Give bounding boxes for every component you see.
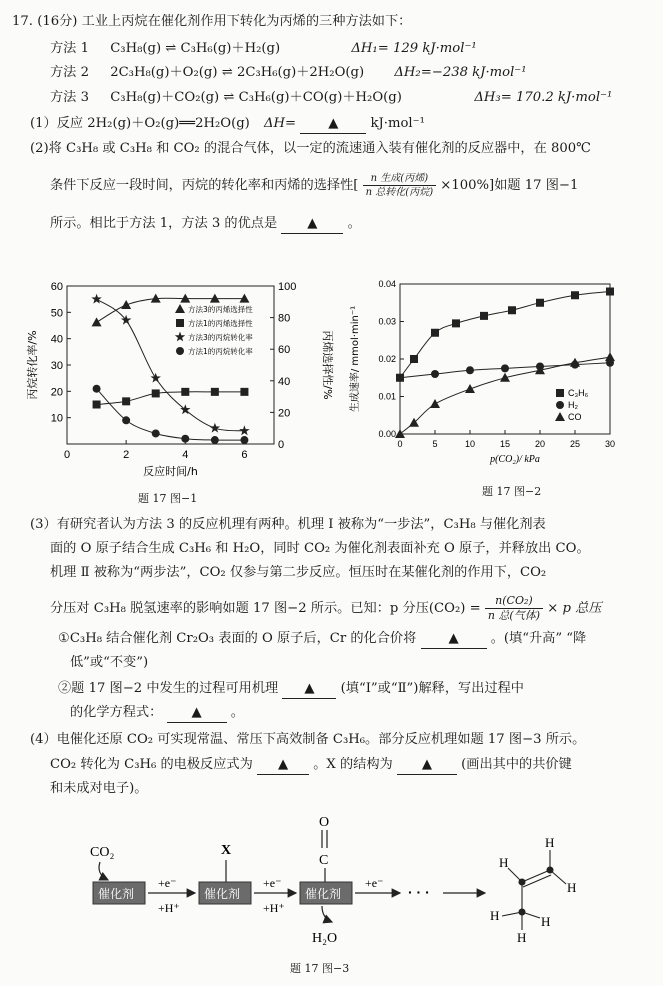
- data-point: [121, 300, 131, 309]
- y2-tick-label: 100: [278, 281, 297, 293]
- part-4-line-3: 和未成对电子)。: [50, 781, 148, 796]
- question-score: (16分): [37, 14, 78, 29]
- h2o-release-arrow: [322, 906, 332, 922]
- proton-label-2: +H⁺: [263, 901, 285, 915]
- data-point: [92, 317, 102, 326]
- co2-adsorb-arrow: [99, 862, 108, 880]
- electron-label-2: +e⁻: [263, 876, 282, 890]
- method-label: 方法 2: [50, 65, 89, 80]
- legend-marker: [556, 389, 564, 397]
- fraction-denominator: n 总(气体): [487, 609, 541, 622]
- data-point: [91, 294, 102, 304]
- data-point: [606, 288, 614, 296]
- y2-tick-label: 80: [278, 312, 291, 325]
- part-3-line-1: (3）有研究者认为方法 3 的反应机理有两种。机理 Ⅰ 被称为“一步法”，C₃H₈ 与催化剂表: [30, 517, 546, 532]
- data-point: [122, 416, 130, 424]
- question-header: [12, 13, 411, 31]
- catalyst-label-3: 催化剂: [305, 887, 342, 901]
- period: 。: [347, 216, 361, 231]
- y-tick-label: 0.02: [378, 354, 396, 364]
- data-point: [536, 299, 544, 307]
- part-4-text-a: CO₂ 转化为 C₃H₆ 的电极反应式为: [50, 757, 253, 772]
- selectivity-fraction: [363, 172, 436, 199]
- propene-structure: [502, 850, 566, 930]
- figure-1: [22, 276, 342, 481]
- data-point: [605, 352, 615, 361]
- method-equation: C₃H₈(g)＋CO₂(g) ⇌ C₃H₆(g)＋CO(g)＋H₂O(g): [110, 90, 402, 105]
- legend-marker: [175, 304, 185, 313]
- method-1: [50, 40, 477, 58]
- legend-label: 方法3的丙烯选择性: [188, 305, 253, 314]
- part-1: [30, 115, 425, 134]
- x-tick-label: 2: [123, 449, 130, 461]
- data-point: [410, 355, 418, 363]
- method-label: 方法 1: [50, 41, 89, 56]
- part-4-line-1: (4）电催化还原 CO₂ 可实现常温、常压下高效制备 C₃H₆。部分反应机理如题 17 图−3 所示。: [30, 732, 586, 747]
- method-enthalpy: ΔH₃= 170.2 kJ·mol⁻¹: [474, 90, 613, 105]
- ch-bond: [502, 912, 522, 916]
- y2-tick-label: 0: [278, 439, 285, 451]
- electron-label-3: +e⁻: [365, 876, 384, 890]
- h-atom: H: [517, 930, 527, 945]
- h-atom: H: [541, 914, 551, 929]
- part-3-q2: [58, 680, 524, 699]
- part-3-q2-eq-label: 的化学方程式：: [70, 705, 163, 720]
- figure-2-caption: 题 17 图−2: [482, 485, 542, 498]
- part-2-line-2: [50, 172, 578, 199]
- answer-blank-5[interactable]: ▲: [167, 704, 227, 723]
- data-point: [466, 366, 474, 374]
- data-point: [181, 435, 189, 443]
- method-equation: 2C₃H₈(g)＋O₂(g) ⇌ 2C₃H₆(g)＋2H₂O(g): [110, 65, 365, 80]
- data-point: [151, 373, 161, 383]
- answer-blank-3[interactable]: ▲: [421, 630, 487, 649]
- answer-blank-7[interactable]: ▲: [397, 756, 457, 775]
- h-atom: H: [499, 855, 509, 870]
- figure-2-chart: [342, 272, 624, 477]
- figure-1-chart: [22, 276, 342, 481]
- y-tick-label: 50: [50, 307, 63, 320]
- part-1-reaction: (1）反应 2H₂(g)＋O₂(g)══2H₂O(g): [30, 116, 250, 131]
- data-point: [508, 306, 516, 314]
- figure-3-caption: 题 17 图−3: [290, 962, 350, 975]
- ch-bond: [508, 868, 522, 882]
- part-3-q1-cont: 低”或“不变”): [70, 655, 149, 670]
- x-tick-label: 0: [397, 439, 403, 449]
- answer-blank-4[interactable]: ▲: [282, 680, 336, 699]
- x-tick-label: 30: [604, 439, 616, 449]
- part-2-text-c: 所示。相比于方法 1，方法 3 的优点是: [50, 216, 278, 231]
- part-3-line-4: [50, 594, 601, 623]
- part-3-text-b: × p 总压: [547, 601, 602, 616]
- part-1-dh: ΔH=: [264, 116, 297, 131]
- x-tick-label: 15: [499, 439, 511, 449]
- legend-marker: [175, 332, 185, 342]
- ch-bond: [522, 912, 540, 918]
- ch-bond: [550, 870, 566, 884]
- part-4-text-c: (画出其中的共价键: [461, 757, 572, 772]
- part-3-line-2: 面的 O 原子结合生成 C₃H₆ 和 H₂O，同时 CO₂ 为催化剂表面补充 O 原子，并释放出 CO。: [50, 541, 590, 556]
- y-tick-label: 30: [50, 360, 63, 372]
- data-point: [240, 388, 248, 396]
- part-3-line-3: 机理 Ⅱ 被称为“两步法”，CO₂ 仅参与第二步反应。恒压时在某催化剂的作用下，CO₂: [50, 565, 547, 580]
- x-tick-label: 5: [432, 439, 438, 449]
- part-3-q1-text: ①C₃H₈ 结合催化剂 Cr₂O₃ 表面的 O 原子后，Cr 的化合价将: [58, 631, 417, 646]
- question-number: 17.: [12, 14, 33, 29]
- h-atom: H: [545, 835, 555, 850]
- answer-blank-2[interactable]: ▲: [281, 215, 343, 234]
- data-point: [152, 429, 160, 437]
- y2-axis-label: 丙烯选择性/%: [321, 330, 334, 400]
- data-point: [239, 425, 250, 435]
- legend-marker: [176, 347, 184, 355]
- part-3-q1-hint: 。(填“升高” “降: [490, 631, 587, 646]
- data-point: [480, 312, 488, 320]
- answer-blank-1[interactable]: ▲: [300, 115, 366, 134]
- method-3: [50, 89, 612, 107]
- part-2-text-b: ×100%]如题 17 图−1: [440, 178, 579, 193]
- data-point: [431, 370, 439, 378]
- part-3-q2-cont: [70, 704, 244, 723]
- part-3-q1: [58, 630, 586, 649]
- period: 。: [230, 705, 244, 720]
- y2-tick-label: 20: [278, 407, 291, 420]
- fraction-numerator: n(CO₂): [485, 594, 543, 609]
- h2o-label: H₂O: [312, 931, 338, 946]
- catalyst-label-1: 催化剂: [98, 887, 135, 901]
- legend-marker: [556, 401, 564, 409]
- y-tick-label: 40: [50, 333, 63, 346]
- fraction-numerator: n 生成(丙烯): [363, 172, 436, 186]
- data-point: [465, 384, 475, 393]
- o-atom-label: O: [319, 815, 330, 830]
- data-point: [571, 291, 579, 299]
- y2-tick-label: 40: [278, 375, 291, 388]
- legend-marker: [555, 412, 565, 421]
- data-point: [181, 388, 189, 396]
- method-equation: C₃H₈(g) ⇌ C₃H₆(g)＋H₂(g): [110, 41, 281, 56]
- x-axis-label: 反应时间/h: [143, 465, 198, 478]
- cc-double-bond-b: [523, 875, 551, 887]
- figure-1-caption: 题 17 图−1: [138, 492, 198, 505]
- y-axis-label: 丙烷转化率/%: [26, 330, 39, 400]
- data-point: [240, 436, 248, 444]
- part-4-line-2: [50, 756, 572, 775]
- legend-label: H₂: [568, 400, 578, 410]
- x-tick-label: 20: [534, 439, 546, 449]
- y-axis-label: 生成速率/ mmol·min⁻¹: [350, 305, 361, 413]
- electron-label-1: +e⁻: [158, 876, 177, 890]
- data-point: [93, 385, 101, 393]
- co2-label: CO₂: [90, 845, 115, 860]
- figure-2: [342, 272, 624, 477]
- x-tick-label: 10: [464, 439, 476, 449]
- mechanism-diagram: [60, 812, 620, 952]
- x-tick-label: 6: [241, 449, 248, 461]
- h-atom: H: [490, 908, 500, 923]
- x-axis-label: p(CO₂)/ kPa: [490, 454, 540, 465]
- cc-double-bond-a: [522, 870, 550, 882]
- answer-blank-6[interactable]: ▲: [257, 756, 309, 775]
- data-point: [210, 423, 221, 433]
- data-point: [211, 388, 219, 396]
- x-tick-label: 0: [63, 449, 71, 461]
- part-2-line-3: [50, 215, 361, 234]
- method-enthalpy: ΔH₂=−238 kJ·mol⁻¹: [394, 65, 527, 80]
- data-point: [430, 399, 440, 408]
- y-tick-label: 10: [50, 412, 63, 425]
- legend-label: 方法1的丙烯选择性: [188, 319, 253, 328]
- y2-tick-label: 60: [278, 344, 291, 357]
- data-point: [122, 397, 130, 405]
- data-point: [501, 364, 509, 372]
- pressure-fraction: [485, 594, 543, 623]
- y-tick-label: 60: [50, 281, 63, 293]
- y-tick-label: 0.01: [378, 391, 396, 402]
- h-atom: H: [567, 880, 577, 895]
- catalyst-label-2: 催化剂: [204, 887, 241, 901]
- proton-label-1: +H⁺: [158, 901, 180, 915]
- method-enthalpy: ΔH₁= 129 kJ·mol⁻¹: [351, 41, 477, 56]
- method-label: 方法 3: [50, 90, 89, 105]
- y-tick-label: 0.03: [378, 316, 396, 327]
- part-2-line-1: (2)将 C₃H₈ 或 C₃H₈ 和 CO₂ 的混合气体，以一定的流速通入装有催化剂的反应器中，在 800℃: [30, 141, 591, 156]
- method-2: [50, 64, 527, 82]
- legend-label: C₃H₆: [568, 388, 589, 398]
- x-label: X: [221, 843, 232, 858]
- part-3-text-a: 分压对 C₃H₈ 脱氢速率的影响如题 17 图−2 所示。已知：p 分压(CO₂) =: [50, 601, 481, 616]
- data-point: [211, 436, 219, 444]
- part-3-q2-text: ②题 17 图−2 中发生的过程可用机理: [58, 681, 279, 696]
- data-point: [152, 389, 160, 397]
- c-atom-label: C: [319, 853, 329, 868]
- continuation-dots: · · ·: [408, 884, 430, 900]
- x-tick-label: 25: [569, 439, 581, 449]
- y-tick-label: 0.04: [378, 279, 396, 289]
- figure-3: [60, 812, 620, 952]
- x-tick-label: 4: [182, 449, 189, 461]
- fraction-denominator: n 总转化(丙烷): [365, 187, 434, 198]
- data-point: [93, 401, 101, 409]
- data-point: [396, 374, 404, 382]
- part-3-q2-hint: (填“Ⅰ”或“Ⅱ”)解释，写出过程中: [340, 681, 524, 696]
- y-tick-label: 20: [50, 386, 63, 399]
- series-line: [97, 392, 245, 405]
- data-point: [431, 329, 439, 337]
- part-2-text-a: 条件下反应一段时间，丙烷的转化率和丙烯的选择性[: [50, 178, 359, 193]
- legend-label: 方法3的丙烷转化率: [188, 333, 253, 342]
- legend-marker: [176, 319, 184, 327]
- legend-label: 方法1的丙烷转化率: [188, 347, 253, 356]
- part-1-unit: kJ·mol⁻¹: [370, 116, 425, 131]
- y-tick-label: 0.00: [378, 429, 396, 439]
- question-intro: 工业上丙烷在催化剂作用下转化为丙烯的三种方法如下：: [81, 14, 412, 29]
- part-4-text-b: 。X 的结构为: [313, 757, 393, 772]
- legend-label: CO: [568, 412, 582, 422]
- data-point: [452, 319, 460, 327]
